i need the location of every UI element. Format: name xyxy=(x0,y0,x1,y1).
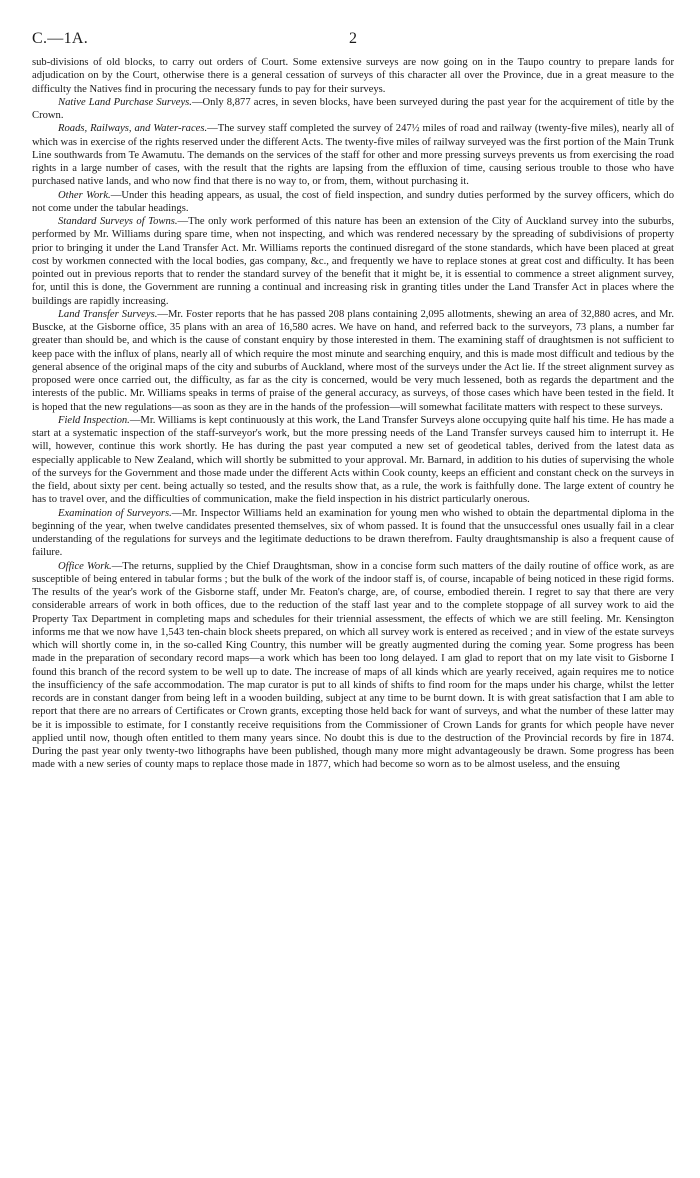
paragraph-text: sub-divisions of old blocks, to carry out orders of Court. Some extensive surveys are now going on in the Taupo country to prepare lands for adjudication on by the Court, otherwise there is a general cessation of surveys of this character all over the Province, due in a great measure to the difficulty the Natives find in procuring the necessary funds to pay for their surveys. xyxy=(32,57,674,95)
paragraph-text: —Mr. Foster reports that he has passed 208 plans containing 2,095 allotments, shewing an area of 32,880 acres, and Mr. Buscke, at the Gisborne office, 35 plans with an area of 16,580 acres. We have on hand, and referred back to the surveyors, 73 plans, a number far greater than should be, and which is the cause of constant enquiry by those interested in them. The examining staff of draughtsmen is not sufficient to keep pace with the influx of plans, nearly all of which require the most minute and searching enquiry, and this is made most difficult and tedious by the general absence of the original maps of the city and suburbs of Auckland, where most of the surveys under the Act lie. If the street alignment survey as proposed were once carried out, the difficulty, as far as the city is concerned, would be very much lessened, both as regards the department and the interests of the public. Mr. Williams speaks in terms of praise of the general accuracy, as surveys, of those cases which have been tested in the field. It is hoped that the new regulations—as soon as they are in the hands of the profession—will somewhat facilitate matters with respect to these surveys. xyxy=(32,308,675,413)
paragraph xyxy=(32,308,674,414)
paragraph-heading: Other Work. xyxy=(58,189,111,201)
page-header xyxy=(32,30,674,52)
document-reference: C.—1A. xyxy=(32,30,89,47)
paragraph xyxy=(32,96,674,123)
paragraph-heading: Native Land Purchase Surveys. xyxy=(58,96,192,108)
paragraph-heading: Land Transfer Surveys. xyxy=(58,308,158,320)
paragraph xyxy=(32,507,674,560)
paragraph-heading: Field Inspection. xyxy=(58,414,130,426)
page-number: 2 xyxy=(349,30,357,47)
paragraph xyxy=(32,56,674,96)
document-body xyxy=(32,56,674,772)
paragraph xyxy=(32,122,674,188)
paragraph-heading: Office Work. xyxy=(58,560,112,572)
paragraph xyxy=(32,414,674,507)
paragraph-text: —Under this heading appears, as usual, the cost of field inspection, and sundry duties performed by the survey officers, which do not come under the tabular headings. xyxy=(32,189,674,214)
paragraph-text: —The survey staff completed the survey of 247½ miles of road and railway (twenty-five miles), nearly all of which was in exercise of the rights reserved under the different Acts. The twenty-five miles of railway surveyed was the first portion of the Main Trunk Line southwards from Te Awamutu. The demands on the services of the staff for other and more pressing surveys prevents us from exercising the road rights in a large number of cases, with the result that the rights are lapsing from the effluxion of time, causing serious trouble to those who have purchased native lands, and who now find that there is no way to, or from, them, without purchasing it. xyxy=(32,123,674,188)
paragraph-text: —Only 8,877 acres, in seven blocks, have been surveyed during the past year for the acquirement of title by the Crown. xyxy=(32,96,674,121)
paragraph xyxy=(32,189,674,216)
paragraph xyxy=(32,560,674,772)
paragraph xyxy=(32,215,674,308)
paragraph-text: —Mr. Williams is kept continuously at this work, the Land Transfer Surveys alone occupying quite half his time. He has made a start at a systematic inspection of the staff-surveyor's work, but the more pressing needs of the Land Transfer surveys caused him to interrupt it. He will, however, continue this work shortly. He has during the past year computed a new set of geodetical tables, derived from the latest data as especially applicable to New Zealand, which will shortly be submitted to your approval. Mr. Barnard, in addition to his duties of supervising the whole of the surveys for the Government and those made under the different Acts within Cook county, keeps an efficient and constant check on the surveys in the field, about sixty per cent. being actually so tested, and the results show that, as a rule, the work is faithfully done. The large extent of country he has to travel over, and the difficulties of communication, make the field inspection in his district particularly onerous. xyxy=(32,414,674,506)
paragraph-heading: Roads, Railways, and Water-races. xyxy=(58,123,208,135)
paragraph-heading: Standard Surveys of Towns. xyxy=(58,216,178,227)
paragraph-text: —The returns, supplied by the Chief Draughtsman, show in a concise form such matters of the daily routine of office work, as are susceptible of being entered in tabular forms ; but the bulk of the work of the indoor staff is, of course, incapable of being noticed in these rigid forms. The results of the year's work of the Gisborne staff, under Mr. Featon's charge, are, of course, embodied therein. I regret to say that there are very considerable arrears of work in both offices, due to the reduction of the staff last year and to the complete stoppage of all survey work to aid the Property Tax Department in completing maps and schedules for their triennial assessment, the effects of which we are still feeling. Mr. Kensington informs me that we now have 1,543 ten-chain block sheets prepared, on which all survey work is entered as received ; and in view of the estate surveys which will shortly come in, in the so-called King Country, this number will be greatly augmented during the coming year. Some progress has been made in the preparation of secondary record maps—a work which has been too long delayed. I am glad to report that on my late visit to Gisborne I found this branch of the record system to be well up to date. The increase of maps of all kinds which are yearly received, again requires me to notice the insufficiency of the safe accommodation. The map curator is put to all kinds of shifts to find room for the maps under his charge, whilst the letter records are in constant danger from being left in a wooden building, subject at any time to be burnt down. It is with great satisfaction that I am able to report that there are no arrears of Certificates or Crown grants, excepting those held back for want of surveys, and what the number of these latter may be it is impossible to estimate, for I constantly receive requisitions from the Commissioner of Crown Lands for grants for which people have never applied until now, though often entitled to them many years since. No doubt this is due to the destruction of the Provincial records by fire in 1874. During the past year only twenty-two lithographs have been published, though many more might advantageously be drawn. Some progress has been made with a new series of county maps to replace those made in 1877, which had become so worn as to be almost useless, and the ensuing xyxy=(32,560,675,771)
paragraph-text: —The only work performed of this nature has been an extension of the City of Auckland survey into the suburbs, performed by Mr. Williams during spare time, when not inspecting, and which was rendered necessary by the spreading of subdivisions of property prior to bringing it under the Land Transfer Act. Mr. Williams reports the continued disregard of the stone standards, which have been placed at great cost by workmen connected with the local bodies, gas company, &c., and frequently we have to replace stones at great cost and difficulty. It has been pointed out in previous reports that to render the standard survey of the benefit that it might be, it is essential to commence a street alignment survey, for, until this is done, the Government are running a continual and increasing risk in granting titles under the Land Transfer Act in places where the buildings are rapidly increasing. xyxy=(32,216,674,307)
paragraph-heading: Examination of Surveyors. xyxy=(58,507,172,519)
paragraph-text: —Mr. Inspector Williams held an examination for young men who wished to obtain the departmental diploma in the beginning of the year, when twelve candidates presented themselves, six of whom passed. It is found that the unsuccessful ones usually fail in a clear understanding of the regulations for surveys and the legitimate deductions to be drawn therefrom. Faulty draughtsmanship is also a frequent cause of failure. xyxy=(32,507,674,559)
